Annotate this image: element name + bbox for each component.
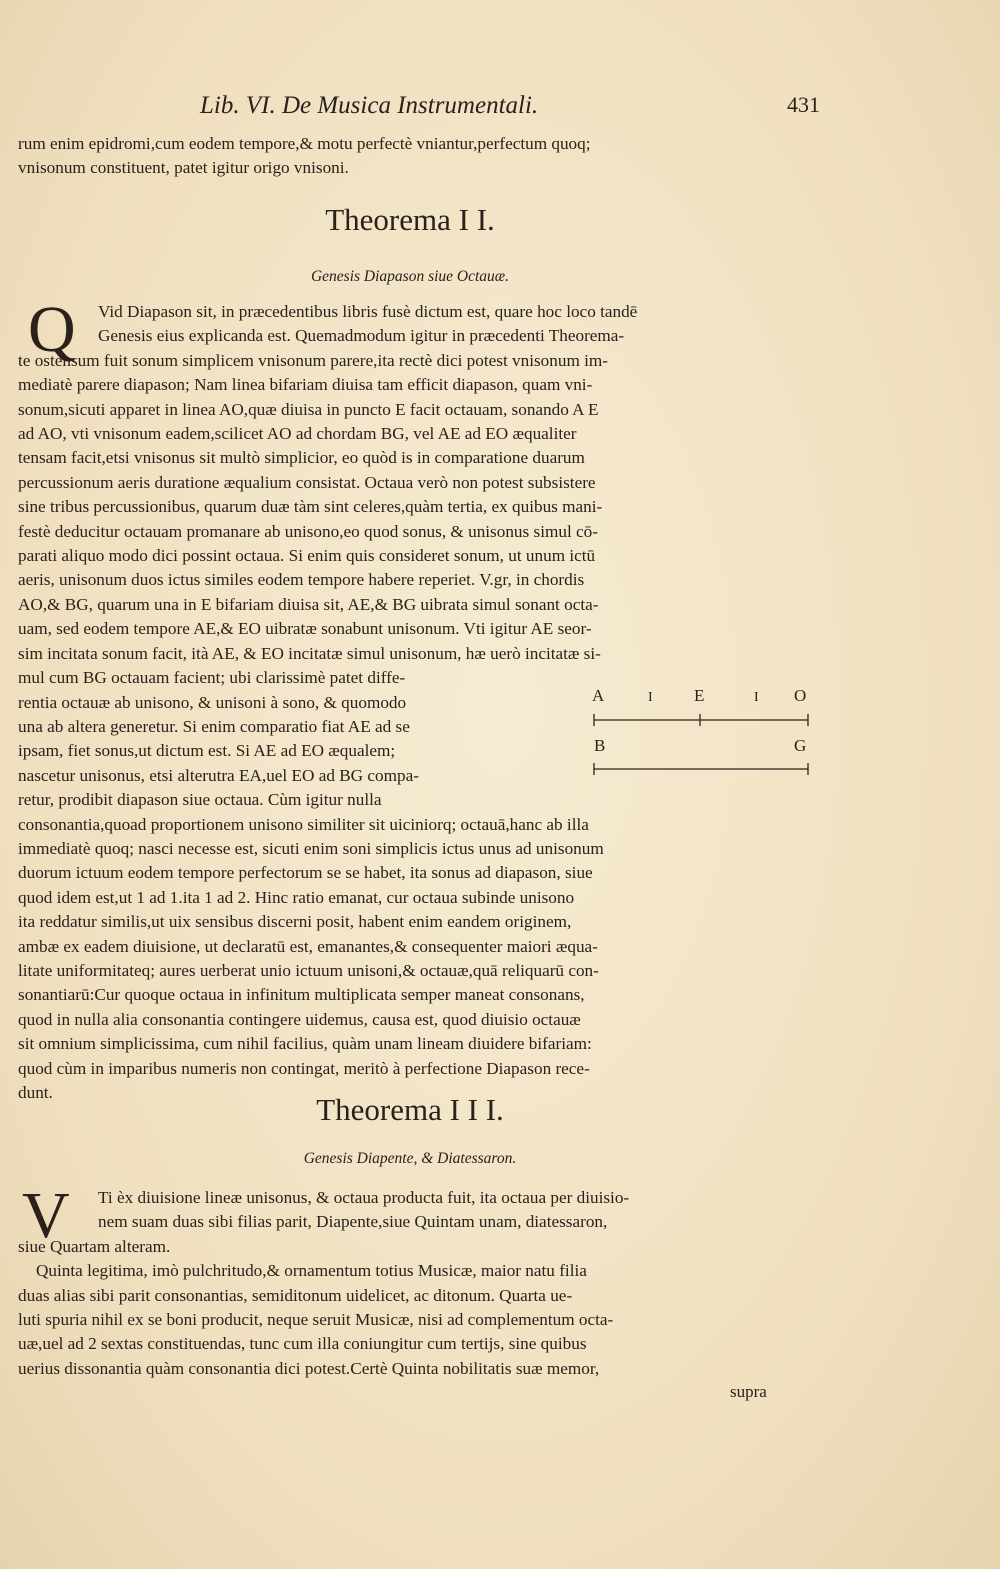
text-line: uerius dissonantia quàm consonantia dici potest.Certè Quinta nobilitatis suæ memor, — [18, 1358, 600, 1378]
text-line: ita reddatur similis,ut uix sensibus discerni posit, habent enim eandem originem, — [18, 912, 572, 932]
text-line: quod idem est,ut 1 ad 1.ita 1 ad 2. Hinc ratio emanat, cur octaua subinde unisono — [18, 887, 575, 907]
theorem-2-heading: Theorema I I. — [325, 202, 495, 237]
text-line: quod cùm in imparibus numeris non contingat, meritò à perfectione Diapason rece- — [18, 1058, 590, 1078]
theorem-3-subtitle: Genesis Diapente, & Diatessaron. — [303, 1150, 517, 1167]
label-g: G — [794, 736, 807, 755]
text-line: dunt. — [18, 1083, 53, 1102]
text-line: mediatè parere diapason; Nam linea bifariam diuisa tam efficit diapason, quam vni- — [18, 375, 593, 395]
text-line: Quinta legitima, imò pulchritudo,& ornamentum totius Musicæ, maior natu filia — [36, 1261, 587, 1281]
text-line: parati aliquo modo dici possint octaua. Si enim quis consideret sonum, ut unum ictū — [18, 546, 596, 566]
text-line: sonantiarū:Cur quoque octaua in infinitum multiplicata semper maneat consonans, — [18, 985, 585, 1005]
catchword: supra — [730, 1382, 767, 1401]
text-line: quod in nulla alia consonantia contingere uidemus, causa est, quod diuisio octauæ — [18, 1009, 581, 1029]
label-o: O — [794, 686, 807, 705]
mark-i: I — [754, 690, 759, 705]
text-line: consonantia,quoad proportionem unisono similiter sit uiciniorq; octauā,hanc ab illa — [18, 814, 589, 834]
text-line: sit omnium simplicissima, cum nihil facilius, quàm unam lineam diuidere bifariam: — [18, 1034, 592, 1054]
text-line: mul cum BG octauam facient; ubi clarissimè patet diffe- — [18, 668, 406, 688]
text-line: te ostensum fuit sonum simplicem vnisonum parere,ita rectè dici potest vnisonum im- — [18, 350, 608, 370]
text-line: Genesis eius explicanda est. Quemadmodum igitur in præcedenti Theorema- — [98, 326, 625, 346]
text-line: luti spuria nihil ex se boni producit, neque seruit Musicæ, nisi ad complementum octa- — [18, 1310, 614, 1330]
label-a: A — [592, 686, 605, 705]
theorem-2-subtitle: Genesis Diapason siue Octauæ. — [310, 268, 510, 285]
page-number: 431 — [787, 92, 820, 117]
text-line: sim incitata sonum facit, ità AE, & EO incitatæ simul unisonum, hæ uerò incitatæ si- — [18, 643, 601, 663]
string-division-diagram — [590, 686, 815, 786]
label-b: B — [594, 736, 606, 755]
text-line: AO,& BG, quarum una in E bifariam diuisa sit, AE,& BG uibrata simul sonant octa- — [18, 594, 599, 614]
text-line: ipsam, fiet sonus,ut dictum est. Si AE ad EO æqualem; — [18, 741, 396, 761]
text-line: sonum,sicuti apparet in linea AO,quæ diuisa in puncto E facit octauam, sonando A E — [18, 399, 599, 419]
theorem-3-heading: Theorema I I I. — [316, 1092, 504, 1127]
text-line: vnisonum constituent, patet igitur origo vnisoni. — [18, 158, 349, 178]
text-line: sine tribus percussionibus, quarum duæ tàm sint celeres,quàm tertia, ex quibus mani- — [18, 497, 603, 517]
text-line: uam, sed eodem tempore AE,& EO uibratæ sonabunt unisonum. Vti igitur AE seor- — [18, 619, 592, 639]
text-line: retur, prodibit diapason siue octaua. Cùm igitur nulla — [18, 790, 382, 810]
text-line: immediatè quoq; nasci necesse est, sicuti enim soni simplicis ictus unus ad unisonum — [18, 838, 604, 858]
running-header — [200, 92, 820, 126]
theorem-3-body — [18, 1179, 818, 1381]
text-line: Vid Diapason sit, in præcedentibus libris fusè dictum est, quare hoc loco tandē — [98, 302, 638, 321]
dropcap-v: V — [22, 1179, 70, 1252]
text-line: nem suam duas sibi filias parit, Diapente,siue Quintam unam, diatessaron, — [98, 1212, 608, 1232]
text-line: ad AO, vti vnisonum eadem,scilicet AO ad chordam BG, vel AE ad EO æqualiter — [18, 424, 577, 444]
text-line: percussionum aeris duratione æqualium consistat. Octaua verò non potest subsistere — [18, 472, 596, 492]
text-line: nascetur unisonus, etsi alterutra EA,uel EO ad BG compa- — [18, 765, 419, 785]
text-line: rentia octauæ ab unisono, & unisoni à sono, & quomodo — [18, 692, 407, 712]
text-line: ambæ ex eadem diuisione, ut declaratū est, emanantes,& consequenter maiori æqua- — [18, 936, 598, 956]
text-line: duas alias sibi parit consonantias, semiditonum uidelicet, ac ditonum. Quarta ue- — [18, 1285, 573, 1305]
intro-paragraph — [18, 132, 818, 181]
text-line: litate uniformitateq; aures uerberat unio ictuum unisoni,& octauæ,quā reliquarū con- — [18, 960, 599, 980]
text-line: festè deducitur octauam promanare ab unisono,eo quod sonus, & unisonus simul cō- — [18, 521, 598, 541]
text-line: Ti èx diuisione lineæ unisonus, & octaua producta fuit, ita octaua per diuisio- — [98, 1188, 630, 1207]
mark-i: I — [648, 690, 653, 705]
label-e: E — [694, 686, 705, 705]
text-line: tensam facit,etsi vnisonus sit multò simplicior, eo quòd is in comparatione duarum — [18, 448, 585, 468]
dropcap-q: Q — [28, 293, 76, 366]
text-line: una ab altera generetur. Si enim comparatio fiat AE ad se — [18, 716, 410, 736]
text-line: siue Quartam alteram. — [18, 1236, 171, 1256]
text-line: uæ,uel ad 2 sextas constituendas, tunc cum illa coniungitur cum tertijs, sine quibus — [18, 1334, 587, 1354]
text-line: aeris, unisonum duos ictus similes eodem tempore habere reperiet. V.gr, in chordis — [18, 570, 585, 590]
text-line: duorum ictuum eodem tempore perfectorum se se habet, ita sonus ad diapason, siue — [18, 863, 593, 883]
text-line: rum enim epidromi,cum eodem tempore,& motu perfectè vniantur,perfectum quoq; — [18, 134, 591, 153]
running-title: Lib. VI. De Musica Instrumentali. — [200, 92, 539, 119]
